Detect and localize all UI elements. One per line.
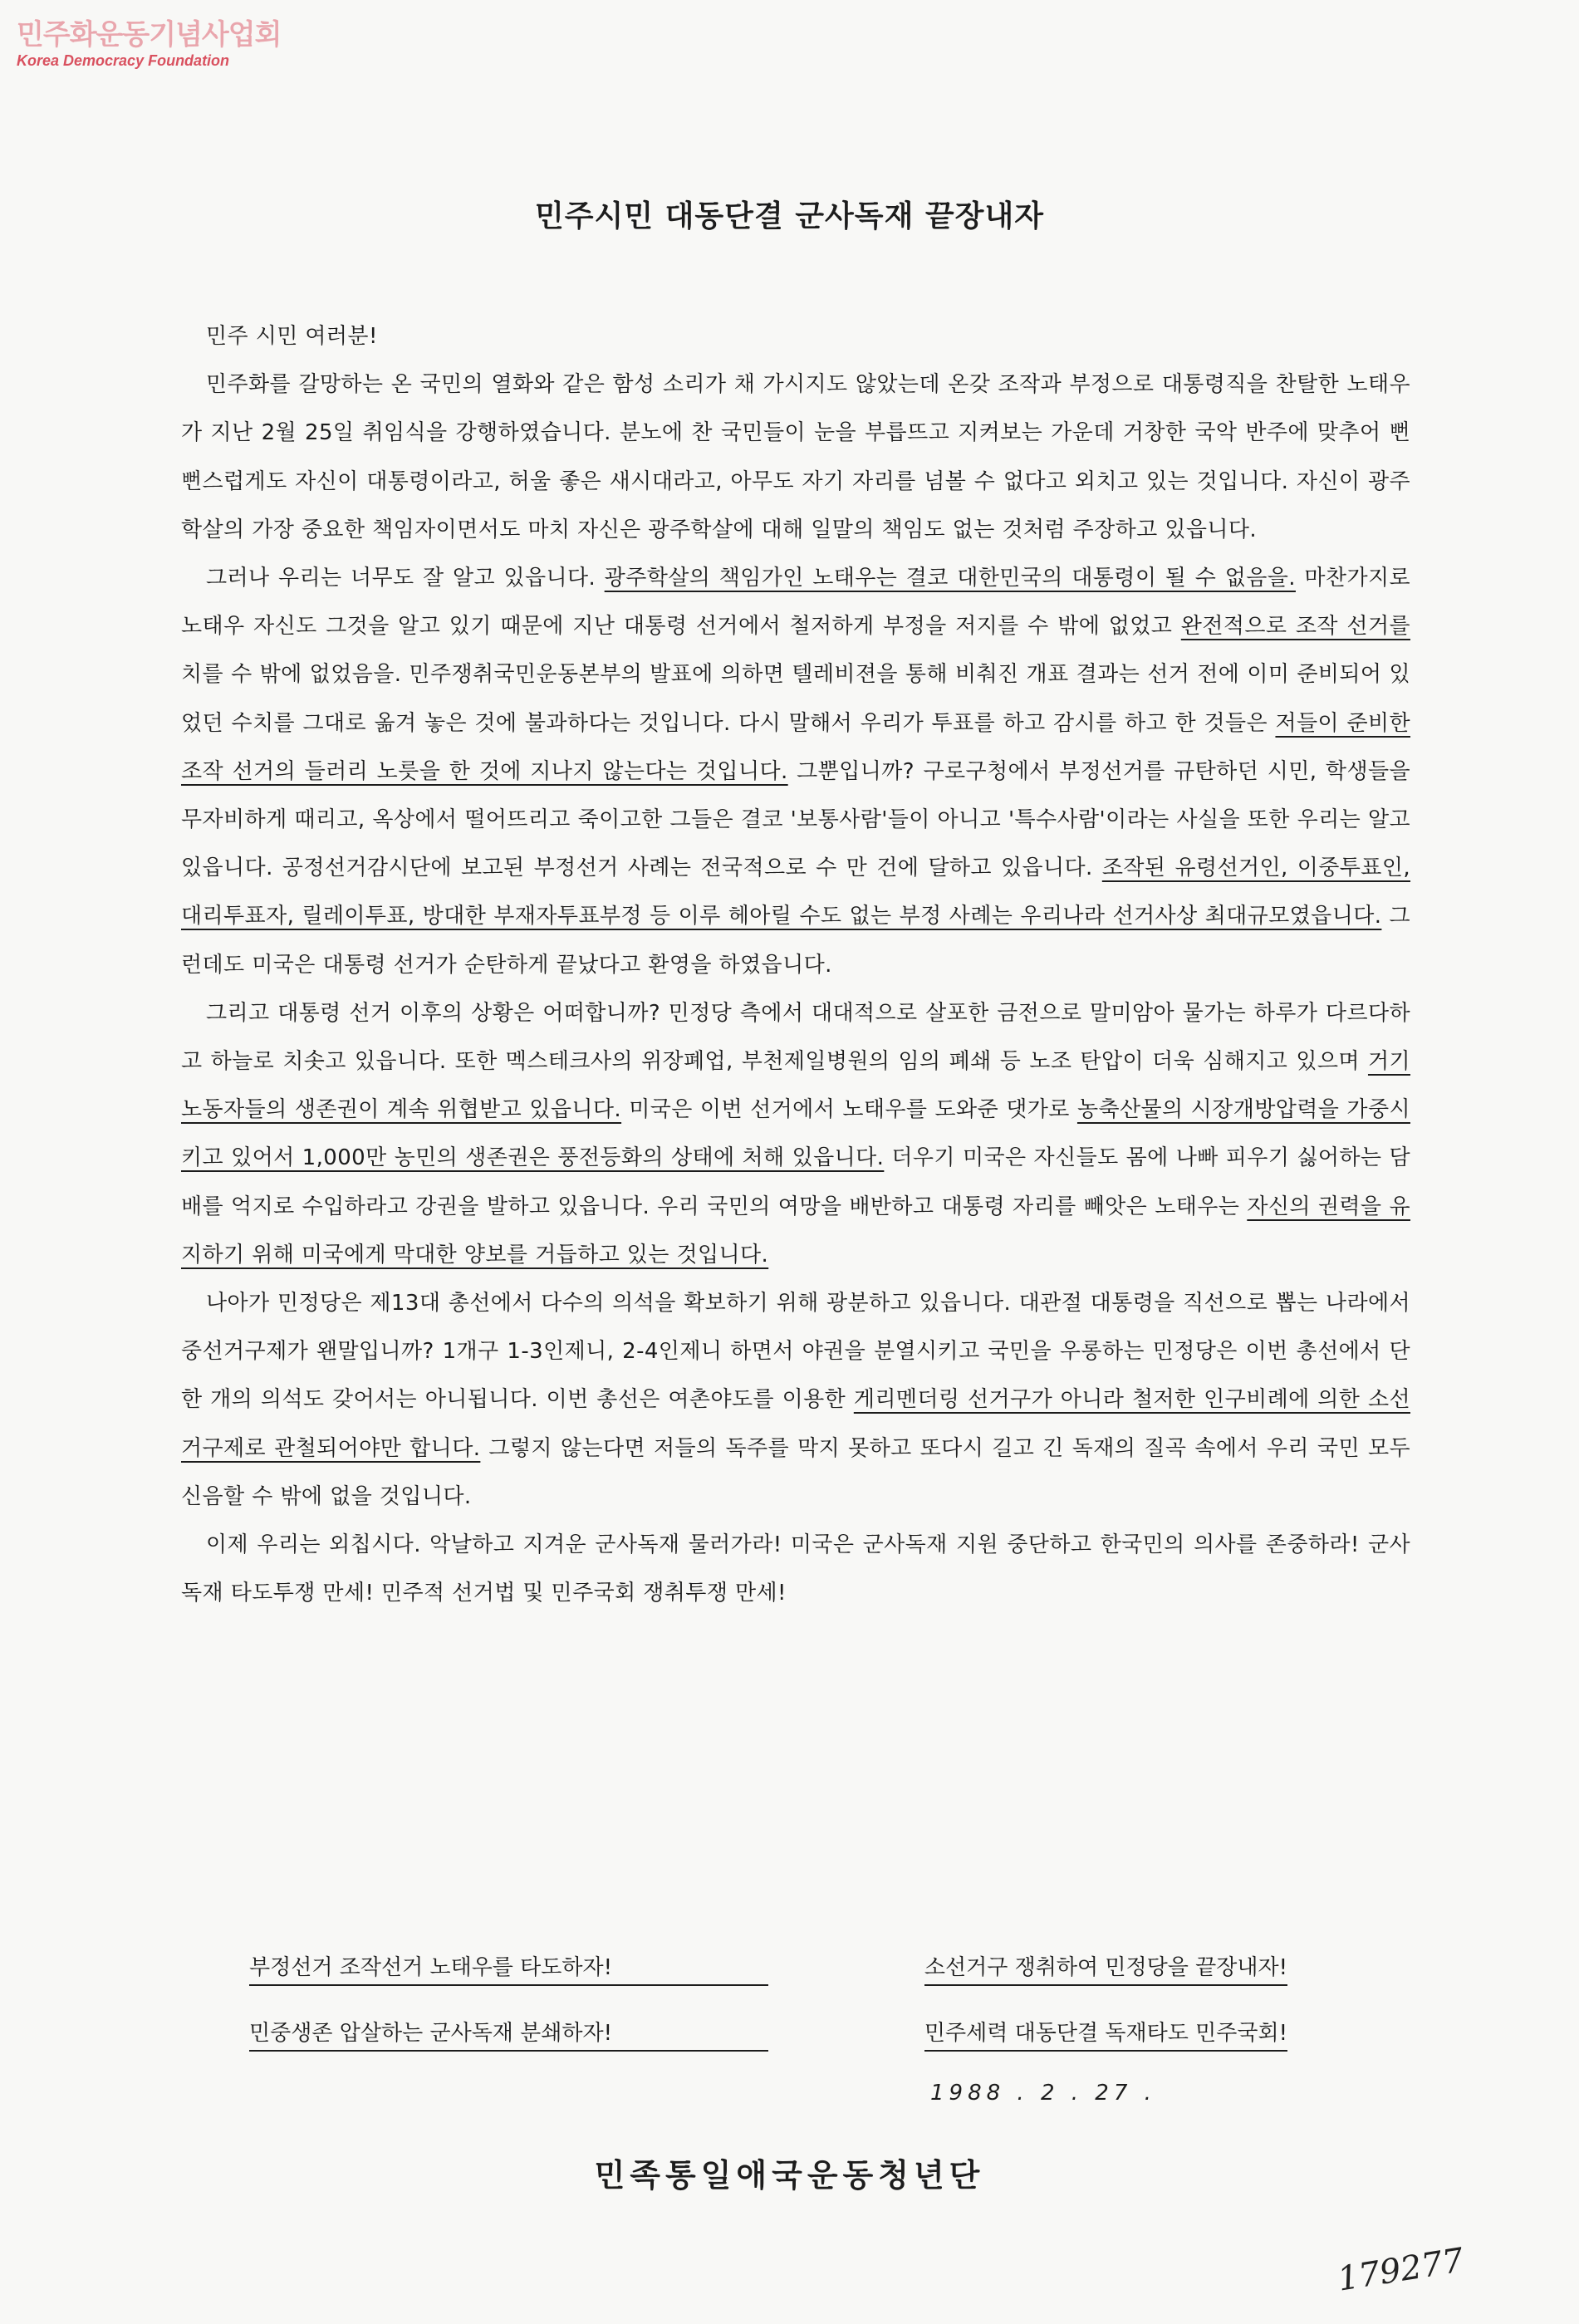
paragraph-2	[181, 554, 1410, 989]
paragraph-3-underline-3: 자신의 권력을 유지하기 위해 미국에게 막대한 양보를 거듭하고 있는 것입니다.	[181, 1194, 1410, 1267]
document-title: 민주시민 대동단결 군사독재 끝장내자	[534, 199, 1045, 233]
paragraph-2-underline-4: 조작된 유령선거인, 이중투표인, 대리투표자, 릴레이투표, 방대한 부재자투표부정 등 이루 헤아릴 수도 없는 부정 사례는 우리나라 선거사상 최대규모였읍니다.	[181, 856, 1411, 929]
handwritten-archive-number: 179277	[1335, 2241, 1467, 2299]
paragraph-2-text-3: 치를 수 밖에 없었음을. 민주쟁취국민운동본부의 발표에 의하면 텔레비젼을 통해 비춰진 개표 결과는 선거 전에 이미 준비되어 있었던 수치를 그대로 옮겨 놓은 것에 불과하다는 것입니다. 다시 말해서 우리가 투표를 하고 감시를 하고 한 것들은	[181, 662, 1410, 736]
paragraph-1: 민주화를 갈망하는 온 국민의 열화와 같은 함성 소리가 채 가시지도 않았는데 온갖 조작과 부정으로 대통령직을 찬탈한 노태우가 지난 2월 25일 취임식을 강행하였습니다. 분노에 찬 국민들이 눈을 부릅뜨고 지켜보는 가운데 거창한 국악 반주에 맞추어 뻔뻔스럽게도 자신이 대통령이라고, 허울 좋은 새시대라고, 아무도 자기 자리를 넘볼 수 없다고 외치고 있는 것입니다. 자신이 광주학살의 가장 중요한 책임자이면서도 마치 자신은 광주학살에 대해 일말의 책임도 없는 것처럼 주장하고 있읍니다.	[181, 372, 1410, 542]
watermark-logo	[17, 12, 281, 70]
paragraph-3-text-2: 미국은 이번 선거에서 노태우를 도와준 댓가로	[621, 1097, 1077, 1123]
paragraph-2-underline-1: 광주학살의 책임가인 노태우는 결코 대한민국의 대통령이 될 수 없음을.	[604, 566, 1296, 591]
paragraph-2-text-5: 그런데도 미국은 대통령 선거가 순탄하게 끝났다고 환영을 하였읍니다.	[181, 904, 1411, 978]
document-date: 1988 . 2 . 27 .	[930, 2081, 1156, 2106]
paragraph-3-text-1: 그리고 대통령 선거 이후의 상황은 어떠합니까? 민정당 측에서 대대적으로 살포한 금전으로 말미암아 물가는 하루가 다르다하고 하늘로 치솟고 있읍니다. 또한 멕스테크사의 위장폐업, 부천제일병원의 임의 폐쇄 등 노조 탄압이 더욱 심해지고 있으며	[181, 1000, 1410, 1075]
paragraph-3-underline-1: 거기 노동자들의 생존권이 계속 위협받고 있읍니다.	[181, 1049, 1410, 1123]
paragraph-4	[181, 1279, 1410, 1521]
watermark-english: Korea Democracy Foundation	[17, 52, 230, 69]
watermark-korean: 민주화운동기념사업회	[17, 18, 282, 51]
paragraph-2-underline-2: 완전적으로 조작 선거를	[1180, 614, 1410, 640]
paragraph-2-underline-3: 저들이 준비한 조작 선거의 들러리 노릇을 한 것에 지나지 않는다는 것입니다.	[181, 710, 1410, 784]
paragraph-3	[181, 989, 1410, 1279]
paragraph-2-text-2: 마찬가지로 노태우 자신도 그것을 알고 있기 때문에 지난 대통령 선거에서 철저하게 부정을 저지를 수 밖에 없었고	[181, 566, 1410, 640]
paragraph-2-text-4: 그뿐입니까? 구로구청에서 부정선거를 규탄하던 시민, 학생들을 무자비하게 때리고, 옥상에서 떨어뜨리고 죽이고한 그들은 결코 '보통사람'들이 아니고 '특수사람'이라는 사실을 또한 우리는 알고 있읍니다. 공정선거감시단에 보고된 부정선거 사례는 전국적으로 수 만 건에 달하고 있읍니다.	[181, 758, 1410, 881]
slogan-4: 민주세력 대동단결 독재타도 민주국회!	[924, 2016, 1287, 2052]
paragraph-4-underline-1: 게리멘더링 선거구가 아니라 철저한 인구비례에 의한 소선거구제로 관철되어야만 합니다.	[181, 1387, 1410, 1461]
paragraph-4-text-1: 나아가 민정당은 제13대 총선에서 다수의 의석을 확보하기 위해 광분하고 있읍니다. 대관절 대통령을 직선으로 뽑는 나라에서 중선거구제가 왠말입니까? 1개구 1-3인제니, 2-4인제니 하면서 야권을 분열시키고 국민을 우롱하는 민정당은 이번 총선에서 단 한 개의 의석도 갖어서는 아니됩니다. 이번 총선은 여촌야도를 이용한	[181, 1291, 1410, 1413]
paragraph-2-text-1: 그러나 우리는 너무도 잘 알고 있읍니다.	[206, 566, 605, 591]
slogan-2: 소선거구 쟁취하여 민정당을 끝장내자!	[924, 1950, 1287, 1986]
document-body	[181, 312, 1410, 1617]
slogan-3: 민중생존 압살하는 군사독재 분쇄하자!	[249, 2016, 768, 2052]
slogan-1: 부정선거 조작선거 노태우를 타도하자!	[249, 1950, 768, 1986]
slogan-block	[249, 1950, 1287, 2052]
paragraph-3-text-3: 더우기 미국은 자신들도 몸에 나빠 피우기 싫어하는 담배를 억지로 수입하라고 강권을 발하고 있읍니다. 우리 국민의 여망을 배반하고 대통령 자리를 빼앗은 노태우는	[181, 1145, 1410, 1219]
paragraph-4-text-2: 그렇지 않는다면 저들의 독주를 막지 못하고 또다시 길고 긴 독재의 질곡 속에서 우리 국민 모두 신음할 수 밖에 없을 것입니다.	[181, 1435, 1410, 1509]
paragraph-5: 이제 우리는 외칩시다. 악날하고 지겨운 군사독재 물러가라! 미국은 군사독재 지원 중단하고 한국민의 의사를 존중하라! 군사독재 타도투쟁 만세! 민주적 선거법 및 민주국회 쟁취투쟁 만세!	[181, 1532, 1410, 1606]
organization-signature: 민족통일애국운동청년단	[594, 2157, 985, 2194]
salutation: 민주 시민 여러분!	[206, 324, 378, 349]
paragraph-3-underline-2: 농축산물의 시장개방압력을 가중시키고 있어서 1,000만 농민의 생존권은 풍전등화의 상태에 처해 있읍니다.	[181, 1097, 1410, 1171]
